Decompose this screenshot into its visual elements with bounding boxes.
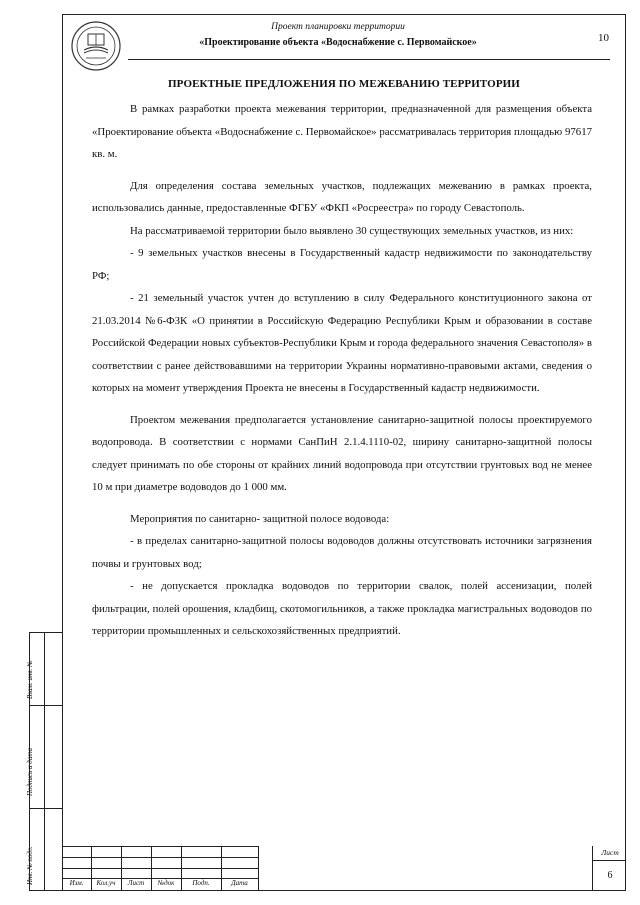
side-cell-replacement [26,633,63,706]
column-label: Дата [231,879,248,887]
page-number: 10 [598,32,609,44]
paragraph: Для определения состава земельных участков, подлежащих межеванию в рамках проекта, использовались данные, предоставленные ФГБУ «ФКП «Росреестра» по городу Севастополь. [92,179,592,214]
title-block [62,846,626,891]
paragraph: В рамках разработки проекта межевания территории, предназначенной для размещения объекта «Проектирование объекта «Водоснабжение с. Первомайское» рассматривалась территория площадью 97617 кв. м. [92,103,592,160]
column-label: Кол.уч [96,879,116,887]
header-divider [128,59,610,60]
sheet-label: Лист [601,848,619,857]
section-title: ПРОЕКТНЫЕ ПРЕДЛОЖЕНИЯ ПО МЕЖЕВАНИЮ ТЕРРИТОРИИ [168,78,520,90]
column-label: Изм. [69,879,84,887]
side-cell-signature [26,706,63,809]
paragraph: - не допускается прокладка водоводов по территории свалок, полей ассенизации, полей фильтрации, полей орошения, кладбищ, скотомогильников, а также прокладка магистральных водоводов по территории промышленных и сельскохозяйственных предприятий. [92,580,592,637]
column-label: №док [157,879,175,887]
paragraph: Мероприятия по санитарно- защитной полосе водовода: [130,512,390,525]
side-stamp [26,632,62,891]
paragraph: Проектом межевания предполагается установление санитарно-защитной полосы проектируемого водопровода. В соответствии с нормами СанПиН 2.1.4.1110-02, ширину санитарно-защитной полосы следует принимать по обе стороны от крайних линий водопровода при отсутствии грунтовых вод не менее 10 м при диаметре водоводов до 1 000 мм. [92,413,592,493]
side-label: Инв. № подл. [26,846,34,885]
paragraph: На рассматриваемой территории было выявлено 30 существующих земельных участков, из них: [130,224,574,237]
object-name-heading: «Проектирование объекта «Водоснабжение с. Первомайское» [199,37,477,48]
paragraph: - 21 земельный участок учтен до вступлению в силу Федерального конституционного закона от 21.03.2014 №6-ФЗК «О принятии в Российскую Федерацию Республики Крым и образовании в составе Российской Федерации новых субъектов-Республики Крым и города федерального значения Севастополя» в соответствии с ранее действовавшими на территории Украины нормативно-правовыми актами, сведения о которых на момент утверждения Проекта не внесены в Государственный кадастр недвижимости. [92,292,592,394]
sheet-number: 6 [607,870,613,881]
sheet-number-box [592,846,627,891]
column-label: Подп. [192,879,210,887]
paragraph: - 9 земельных участков внесены в Государственный кадастр недвижимости по законодательству РФ; [92,247,592,282]
project-type-heading: Проект планировки территории [271,22,405,32]
organization-seal-logo [70,20,122,72]
side-label: Взам. инв. № [26,660,34,699]
side-label: Подпись и дата [26,748,34,796]
side-cell-inventory [26,809,63,892]
column-label: Лист [127,879,145,887]
document-body [92,98,592,643]
paragraph: - в пределах санитарно-защитной полосы водоводов должны отсутствовать источники загрязнения почвы и грунтовых вод; [92,535,592,570]
